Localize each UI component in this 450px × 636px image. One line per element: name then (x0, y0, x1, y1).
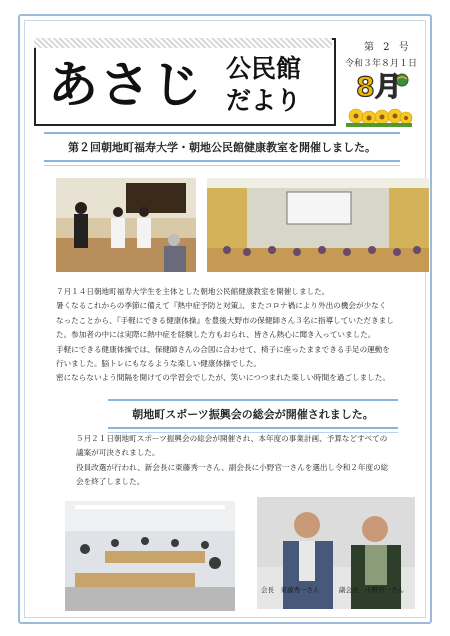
masthead-title: あさじ (48, 56, 204, 114)
article2-body (76, 432, 412, 490)
month-label: 8月 (356, 72, 402, 103)
photo-sports-meeting (65, 501, 235, 611)
article1-paragraph: なったことから、『手軽にできる健康体操』を豊後大野市の保健師さん３名に指導していただきまし (56, 315, 394, 325)
issue-number: 第 2 号 (364, 42, 412, 53)
photo-exercise-class (207, 178, 429, 272)
newsletter-page (18, 14, 432, 624)
article1-paragraph: た。参加者の中には実際に熱中症を経験した方もおられ、皆さん熱心に聞き入っていました。 (56, 330, 376, 340)
article2-headline: 朝地町スポーツ振興会の総会が開催されました。 (108, 399, 398, 429)
article2-paragraph: 役員改選が行われ、新会長に東藤秀一さん、副会長に小野官一さんを選出し令和２年度の総 (76, 462, 389, 472)
masthead-box (34, 38, 336, 126)
masthead-subtitle-line1: 公民館 (226, 54, 302, 83)
article1-paragraph: ７月１４日朝地町福寿大学生を主体とした朝地公民館健康教室を開催しました。 (56, 287, 330, 296)
caption-chairman: 会長 東藤秀一さん (261, 586, 320, 594)
article1-paragraph: 暑くなるこれからの季節に備えて『熱中症予防と対策』、またコロナ禍により外出の機会が少なく (56, 301, 387, 311)
article1-headline: 第２回朝地町福寿大学・朝地公民館健康教室を開催しました。 (44, 132, 400, 162)
article1-body (56, 285, 428, 386)
article2-paragraph: 議案が可決されました。 (76, 448, 160, 458)
photo-chairman-vicechairman (257, 497, 415, 609)
masthead-subtitle-line2: だより (226, 86, 302, 115)
article1-paragraph: 手軽にできる健康体操では、保健師さんの合図に合わせて、椅子に座ったままできる手足の運動を (56, 344, 390, 354)
article2-paragraph: ５月２１日朝地町スポーツ振興会の総会が開催され、本年度の事業計画、予算などすべての (76, 434, 388, 443)
issue-date: 令和３年８月１日 (345, 59, 418, 69)
caption-vice-chairman: 副会長 小野官一さん (339, 586, 404, 594)
article1-paragraph: 行いました。脳トレにもなるような楽しい健康体操でした。 (56, 359, 262, 369)
article2-paragraph: 会を終了しました。 (76, 477, 145, 487)
article1-paragraph: 密にならないよう間隔を開けての学習会でしたが、笑いにつつまれた楽しい時間を過ごしました。 (56, 373, 390, 383)
month-illustration (342, 72, 414, 128)
photo-health-instructors (56, 178, 196, 272)
